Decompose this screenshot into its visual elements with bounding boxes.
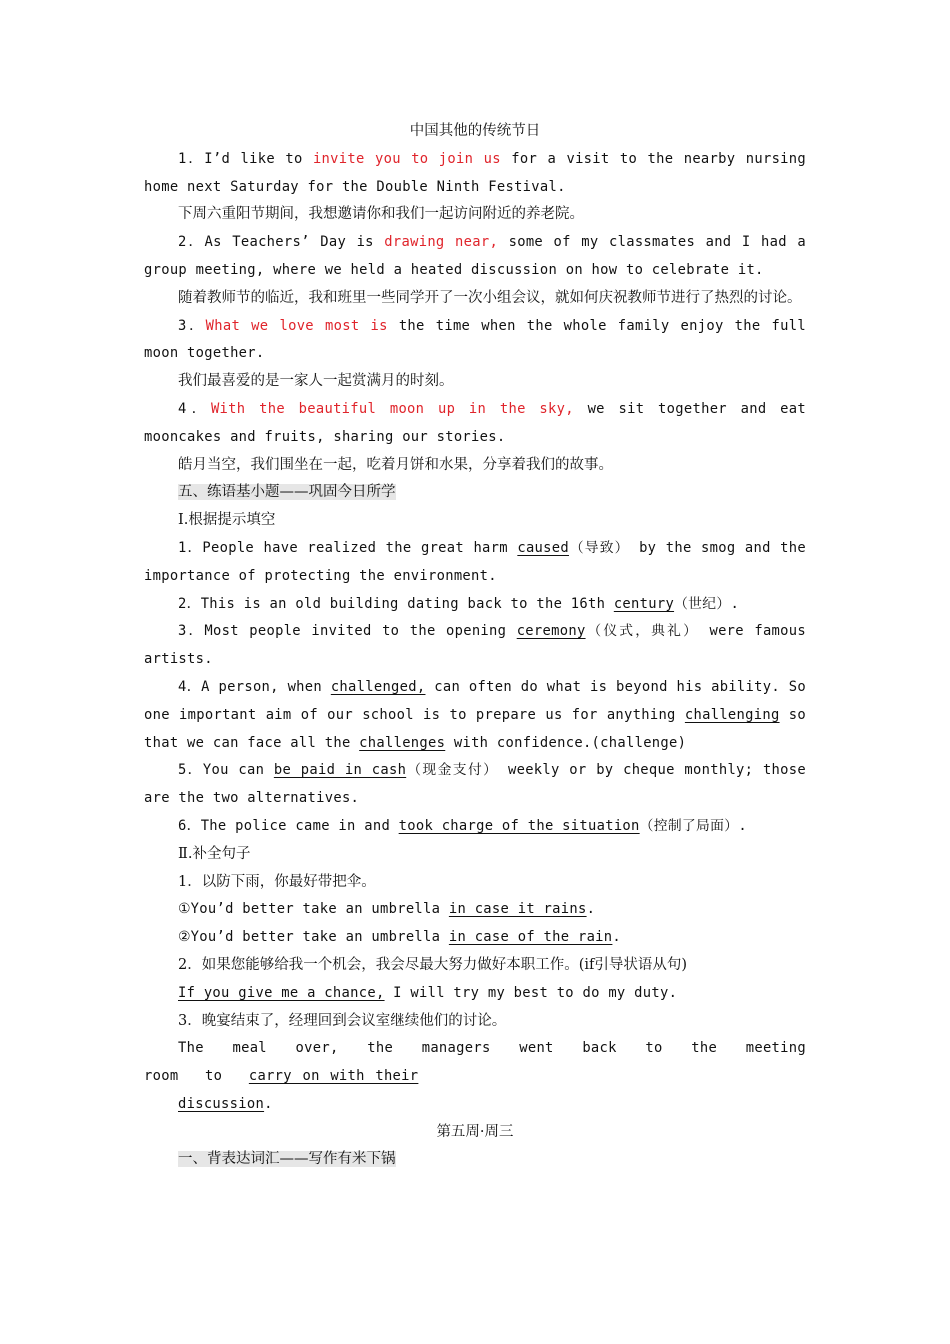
sentence-text: I’d like to	[204, 150, 313, 167]
item-text: so that we can face all the	[144, 706, 806, 751]
highlight-phrase: drawing near,	[384, 234, 499, 251]
part1-heading: Ⅰ.根据提示填空	[178, 512, 276, 529]
item-text: 4．A person, when	[178, 678, 331, 695]
item-text: （导致） by the smog and the importance of protecting the environment.	[144, 539, 806, 584]
answer: caused	[517, 539, 569, 556]
exercise-item-5	[144, 757, 806, 813]
sentence-number: 1．	[178, 150, 205, 167]
item-text: （仪式，典礼） were famous artists.	[144, 623, 806, 668]
answer: took charge of the situation	[398, 817, 640, 834]
sentence-1	[144, 146, 806, 202]
highlight-phrase: invite you to join us	[312, 150, 501, 167]
sentence-number: 4．	[178, 400, 211, 417]
item-text: 1．People have realized the great harm	[178, 539, 518, 556]
answer: challenges	[359, 734, 446, 751]
sentence-2	[144, 229, 806, 285]
item-text: can often do what is beyond his ability. So one important aim of our school is to prepare us for anything	[144, 678, 806, 723]
exercise-item-3	[144, 618, 806, 674]
answer: century	[613, 595, 675, 612]
part2-answer-3	[144, 1035, 806, 1091]
sentence-number: 3．	[178, 317, 206, 334]
answer: carry on with their	[248, 1068, 419, 1085]
highlight-phrase: What we love most is	[205, 317, 388, 334]
section1-heading-row	[144, 1146, 806, 1174]
sentence-text: some of my classmates and I had a group meeting, where we held a heated discussion on how to celebrate it.	[144, 234, 806, 278]
item-text: 3．Most people invited to the opening	[178, 623, 517, 640]
part2-answer-2	[144, 980, 806, 1008]
item-text: ②You’d better take an umbrella	[178, 929, 449, 946]
part2-question-3: 3．晚宴结束了，经理回到会议室继续他们的讨论。	[178, 1012, 507, 1029]
part2-answer-1b: ②You’d better take an umbrella in case of the rain.	[178, 929, 622, 946]
translation-1: 下周六重阳节期间，我想邀请你和我们一起访问附近的养老院。	[178, 206, 584, 223]
part2-question-2: 2．如果您能够给我一个机会，我会尽最大努力做好本职工作。(if引导状语从句)	[178, 956, 688, 973]
highlight-phrase: With the beautiful moon up in the sky,	[210, 400, 574, 417]
item-text: with confidence.(challenge)	[445, 734, 687, 751]
sentence-4	[144, 396, 806, 452]
section-heading	[144, 479, 806, 507]
translation-2: 随着教师节的临近，我和班里一些同学开了一次小组会议，就如何庆祝教师节进行了热烈的讨论。	[178, 289, 802, 306]
item-text: 2．This is an old building dating back to the 16th	[178, 595, 614, 612]
exercise-item-1	[144, 535, 806, 591]
answer: challenged,	[330, 678, 426, 695]
exercise-item-4	[144, 674, 806, 757]
part2-heading: Ⅱ.补全句子	[178, 845, 251, 862]
sentence-text: As Teachers’ Day is	[204, 234, 385, 251]
item-text: 6．The police came in and	[178, 817, 399, 834]
answer: be paid in cash	[273, 762, 407, 779]
page-title: 中国其他的传统节日	[409, 123, 541, 139]
sentence-text: we sit together and eat mooncakes and fruits, sharing our stories.	[144, 400, 806, 445]
part2-answer-3-cont: discussion.	[178, 1095, 273, 1112]
sentence-3	[144, 313, 806, 369]
part2-question-1: 1．以防下雨，你最好带把伞。	[178, 873, 376, 890]
exercise-item-2	[144, 591, 806, 619]
answer: If you give me a chance,	[178, 984, 385, 1001]
translation-4: 皓月当空，我们围坐在一起，吃着月饼和水果，分享着我们的故事。	[178, 456, 613, 473]
sentence-text: the time when the whole family enjoy the full moon together.	[144, 317, 806, 362]
section5-heading: 五、练语基小题——巩固今日所学	[178, 484, 396, 501]
item-text: The meal over, the managers went back to the meeting room to	[144, 1040, 806, 1085]
translation-3: 我们最喜爱的是一家人一起赏满月的时刻。	[178, 373, 454, 390]
part2-answer-1a: ①You’d better take an umbrella in case it rains.	[178, 901, 596, 918]
sentence-text: for a visit to the nearby nursing home next Saturday for the Double Ninth Festival.	[144, 150, 807, 195]
sentence-number: 2．	[178, 234, 205, 251]
item-text: 5．You can	[178, 762, 274, 779]
section1-heading: 一、背表达词汇——写作有米下锅	[178, 1151, 396, 1168]
item-text: （世纪）.	[674, 595, 740, 612]
answer: ceremony	[516, 623, 586, 640]
week-title: 第五周·周三	[436, 1123, 514, 1140]
document-page	[144, 118, 806, 1174]
answer: challenging	[684, 706, 780, 723]
item-text: （现金支付） weekly or by cheque monthly; those are the two alternatives.	[144, 762, 806, 807]
answer: in case of the rain	[448, 929, 613, 946]
answer: in case it rains	[448, 901, 587, 918]
exercise-item-6	[144, 813, 806, 841]
item-text: （控制了局面）.	[639, 817, 747, 834]
answer: discussion	[178, 1095, 265, 1112]
item-text: I will try my best to do my duty.	[384, 984, 678, 1001]
item-text: ①You’d better take an umbrella	[178, 901, 449, 918]
